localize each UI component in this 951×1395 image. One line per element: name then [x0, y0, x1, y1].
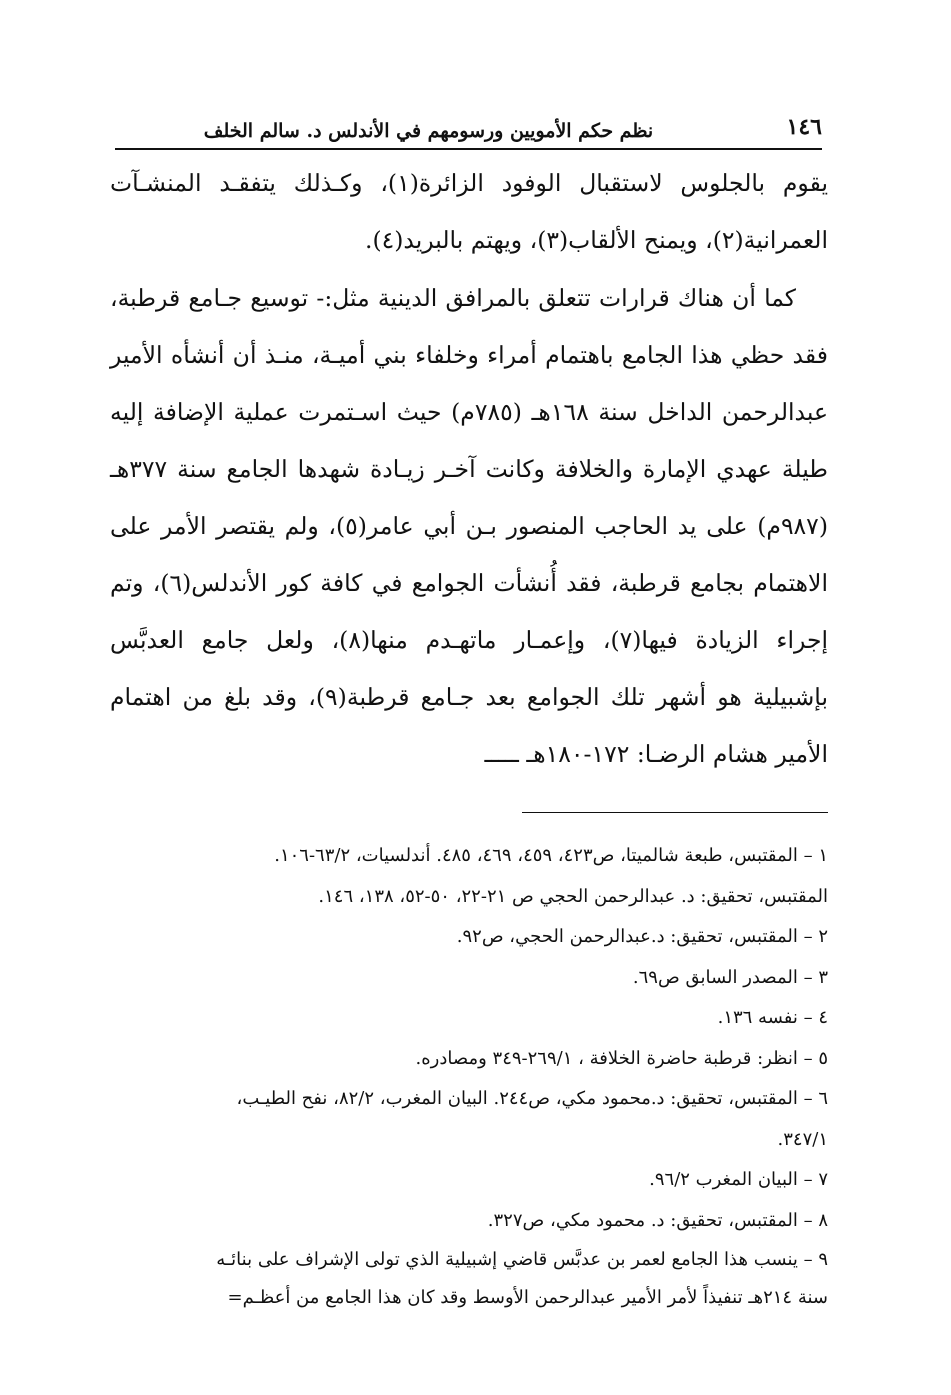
footnote-line: ٢ – المقتبس، تحقيق: د.عبدالرحمن الحجي، ص٩٢.: [456, 926, 828, 947]
page-number: ١٤٦: [786, 114, 822, 140]
footnote-separator: [522, 812, 828, 813]
footnote-line: ٧ – البيان المغرب ٩٦/٢.: [649, 1169, 828, 1190]
footnote-line: ٨ – المقتبس، تحقيق: د. محمود مكي، ص٣٢٧.: [487, 1209, 828, 1231]
page-header: [115, 110, 822, 146]
footnote-line: ٣٤٧/١.: [777, 1128, 828, 1150]
footnote-line: ٣ – المصدر السابق ص٦٩.: [632, 966, 828, 988]
footnote-line: ٥ – انظر: قرطبة حاضرة الخلافة ، ٢٦٩/١-٣٤٩ ومصادره.: [415, 1047, 828, 1069]
paragraph: كما أن هناك قرارات تتعلق بالمرافق الدينية مثل:- توسيع جـامع قرطبة، فقد حظي هذا الجامع باهتمام أمراء وخلفاء بني أميـة، منـذ أن أنشأه الأمير عبدالرحمن الداخل سنة ١٦٨هـ (٧٨٥م) حيث اسـتمرت عملية الإضافة إليه طيلة عهدي الإمارة والخلافة وكانت آخـر زيـادة شهدها الجامع سنة ٣٧٧هـ (٩٨٧م) على يد الحاجب المنصور بـن أبي عامر(٥)، ولم يقتصر الأمر على الاهتمام بجامع قرطبة، فقد أُنشأت الجوامع في كافة كور الأندلس(٦)، وتم إجراء الزيادة فيها(٧)، وإعمـار ماتهـدم منها(٨)، ولعل جامع العدبَّس بإشبيلية هو أشهر تلك الجوامع بعد جـامع قرطبة(٩)، وقد بلغ من اهتمام الأمير هشام الرضـا: ١٧٢-١٨٠هـ ـــــ: [110, 284, 829, 768]
header-rule: [115, 148, 822, 150]
footnote-line: ٤ – نفسه ١٣٦.: [717, 1007, 828, 1028]
footnote-line: ٦ – المقتبس، تحقيق: د.محمود مكي، ص٢٤٤. البيان المغرب، ٨٢/٢، نفح الطيـب،: [236, 1088, 828, 1109]
running-title: نظم حكم الأمويين ورسومهم في الأندلس د. سالم الخلف: [203, 120, 654, 142]
main-text: [110, 155, 828, 783]
footnote-line: ٩ – ينسب هذا الجامع لعمر بن عدبَّس قاضي إشبيلية الذي تولى الإشراف على بنائـه: [216, 1249, 828, 1270]
paragraph: يقوم بالجلوس لاستقبال الوفود الزائرة(١)، وكـذلك يتفقـد المنشـآت العمرانية(٢)، ويمنح الألقاب(٣)، ويهتم بالبريد(٤).: [110, 169, 828, 254]
footnote-line: سنة ٢١٤هـ تنفيذاً لأمر الأمير عبدالرحمن الأوسط وقد كان هذا الجامع من أعظـم=: [227, 1287, 828, 1308]
footnote-line: المقتبس، تحقيق: د. عبدالرحمن الحجي ص ٢١-٢٢، ٥٠-٥٢، ١٣٨، ١٤٦.: [318, 885, 828, 907]
footnote-line: ١ – المقتبس، طبعة شالميتا، ص٤٢٣، ٤٥٩، ٤٦٩، ٤٨٥. أندلسيات، ٦٣/٢-١٠٦.: [274, 845, 828, 866]
footnotes: [112, 836, 828, 1317]
